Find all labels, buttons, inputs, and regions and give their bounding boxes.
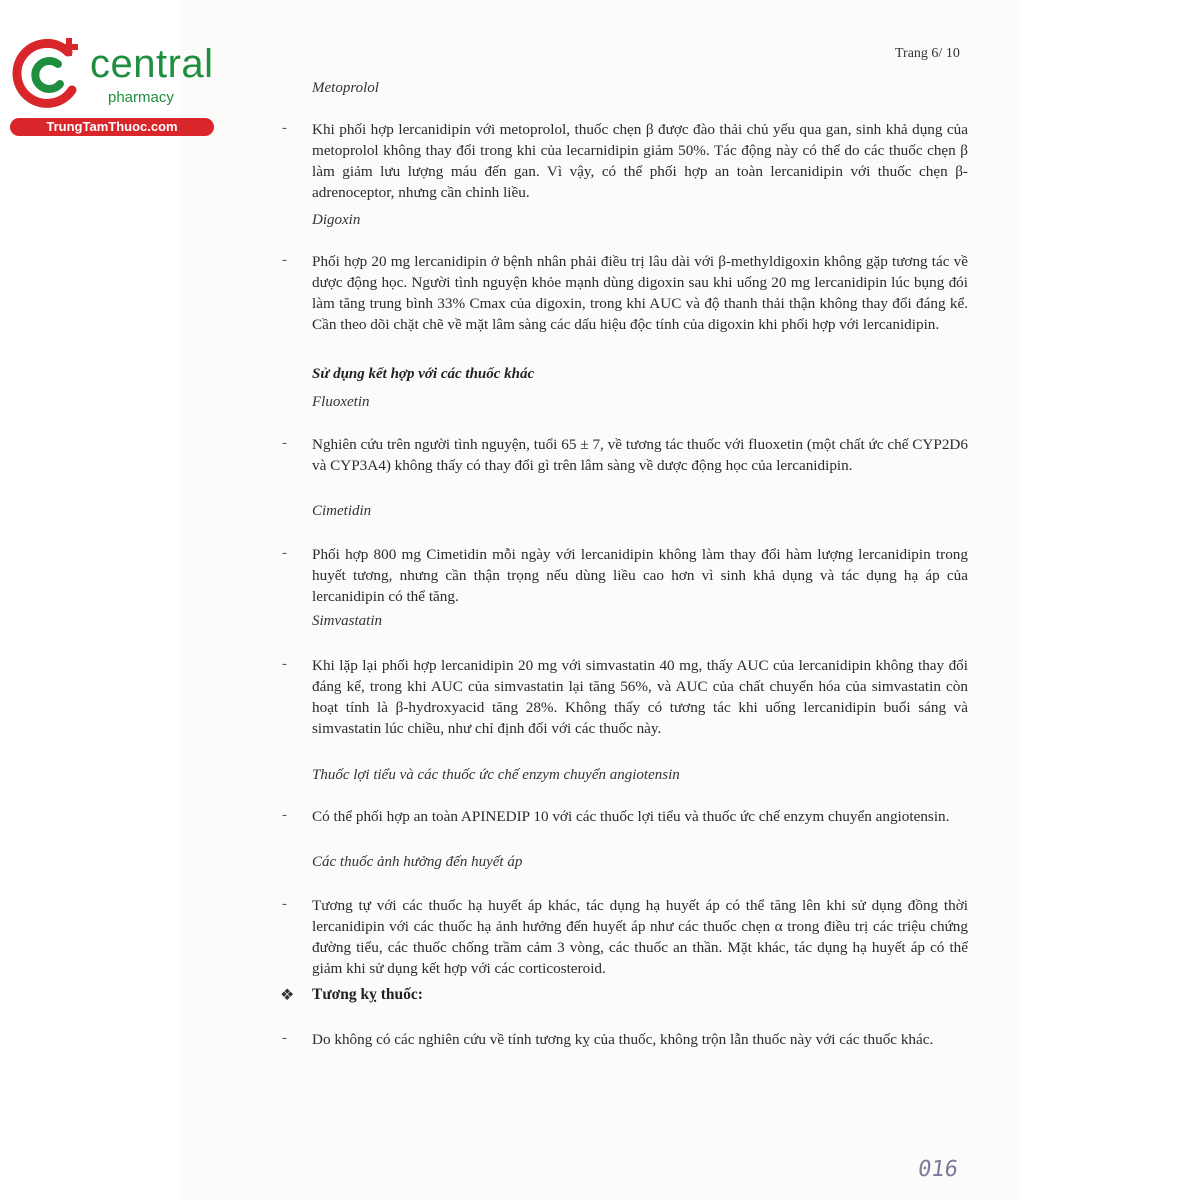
bullet-dash: - — [282, 896, 287, 912]
page-number: Trang 6/ 10 — [895, 46, 960, 61]
bullet-dash: - — [282, 1030, 287, 1046]
bullet-dash: - — [282, 656, 287, 672]
heading-bp-drugs: Các thuốc ảnh hưởng đến huyết áp — [312, 854, 523, 870]
heading-simvastatin: Simvastatin — [312, 613, 382, 629]
para-incompatibility: Do không có các nghiên cứu về tính tương kỵ của thuốc, không trộn lẫn thuốc này với các thuốc khác. — [312, 1031, 934, 1048]
diamond-bullet-icon: ❖ — [280, 987, 295, 1004]
bullet-dash: - — [282, 435, 287, 451]
logo-sub-text: pharmacy — [108, 89, 174, 106]
para-fluoxetin: Nghiên cứu trên người tình nguyện, tuổi 65 ± 7, về tương tác thuốc với fluoxetin (một chất ức chế CYP2D6 và CYP3A4) không thấy có thay đổi gì trên lâm sàng về dược động học của lercanidipin. — [312, 436, 968, 474]
heading-cimetidin: Cimetidin — [312, 503, 372, 519]
para-simvastatin: Khi lặp lại phối hợp lercanidipin 20 mg với simvastatin 40 mg, thấy AUC của lercanidipin không thay đổi đáng kể, trong khi AUC của simvastatin lại tăng 56%, và AUC của chất chuyển hóa của simvastatin còn hoạt tính là β-hydroxyacid tăng 28%. Không thấy có tương tác khi uống lercanidipin buổi sáng và simvastatin lúc chiều, như chỉ định đối với các thuốc này. — [312, 657, 968, 737]
para-metoprolol: Khi phối hợp lercanidipin với metoprolol, thuốc chẹn β được đào thải chủ yếu qua gan, sinh khả dụng của metoprolol không thay đổi trong khi của lecarnidipin giảm 50%. Tác động này có thể do các thuốc chẹn β làm giảm lưu lượng máu đến gan. Vì vậy, có thể phối hợp an toàn lercanidipin với thuốc chẹn β-adrenoceptor, nhưng cần chỉnh liều. — [312, 121, 968, 201]
bullet-dash: - — [282, 545, 287, 561]
heading-incompatibility: Tương kỵ thuốc: — [312, 986, 423, 1003]
para-diuretics: Có thể phối hợp an toàn APINEDIP 10 với các thuốc lợi tiểu và thuốc ức chế enzym chuyển angiotensin. — [312, 808, 950, 825]
logo-banner: TrungTamThuoc.com — [10, 118, 214, 136]
handwritten-page-number: 016 — [916, 1157, 960, 1182]
heading-diuretics: Thuốc lợi tiểu và các thuốc ức chế enzym chuyển angiotensin — [312, 767, 680, 783]
para-digoxin: Phối hợp 20 mg lercanidipin ở bệnh nhân phải điều trị lâu dài với β-methyldigoxin không gặp tương tác về dược động học. Người tình nguyện khỏe mạnh dùng digoxin sau khi uống 20 mg lercanidipin lúc bụng đói làm tăng trung bình 33% Cmax của digoxin, trong khi AUC và độ thanh thải thận không thay đổi đáng kể. Cần theo dõi chặt chẽ về mặt lâm sàng các dấu hiệu độc tính của digoxin khi phối hợp với lercanidipin. — [312, 253, 968, 333]
bullet-dash: - — [282, 252, 287, 268]
heading-other-drugs: Sử dụng kết hợp với các thuốc khác — [312, 366, 535, 382]
heading-digoxin: Digoxin — [312, 212, 361, 228]
heading-fluoxetin: Fluoxetin — [312, 394, 370, 410]
logo-mark-icon — [8, 34, 88, 114]
para-bp-drugs: Tương tự với các thuốc hạ huyết áp khác, tác dụng hạ huyết áp có thể tăng lên khi sử dụng đồng thời lercanidipin với các thuốc hạ ảnh hưởng đến huyết áp như các thuốc chẹn α trong điều trị các triệu chứng đường tiểu, các thuốc chống trầm cảm 3 vòng, các thuốc an thần. Mặt khác, tác dụng hạ huyết áp có thể giảm khi sử dụng kết hợp với các corticosteroid. — [312, 897, 968, 977]
heading-metoprolol: Metoprolol — [312, 80, 379, 96]
bullet-dash: - — [282, 807, 287, 823]
logo-brand-text: central — [90, 42, 214, 86]
central-pharmacy-logo — [8, 34, 218, 139]
bullet-dash: - — [282, 120, 287, 136]
para-cimetidin: Phối hợp 800 mg Cimetidin mỗi ngày với lercanidipin không làm thay đổi hàm lượng lercanidipin trong huyết tương, nhưng cần thận trọng nếu dùng liều cao hơn vì sinh khả dụng và tác dụng hạ áp của lercanidipin có thể tăng. — [312, 546, 968, 605]
